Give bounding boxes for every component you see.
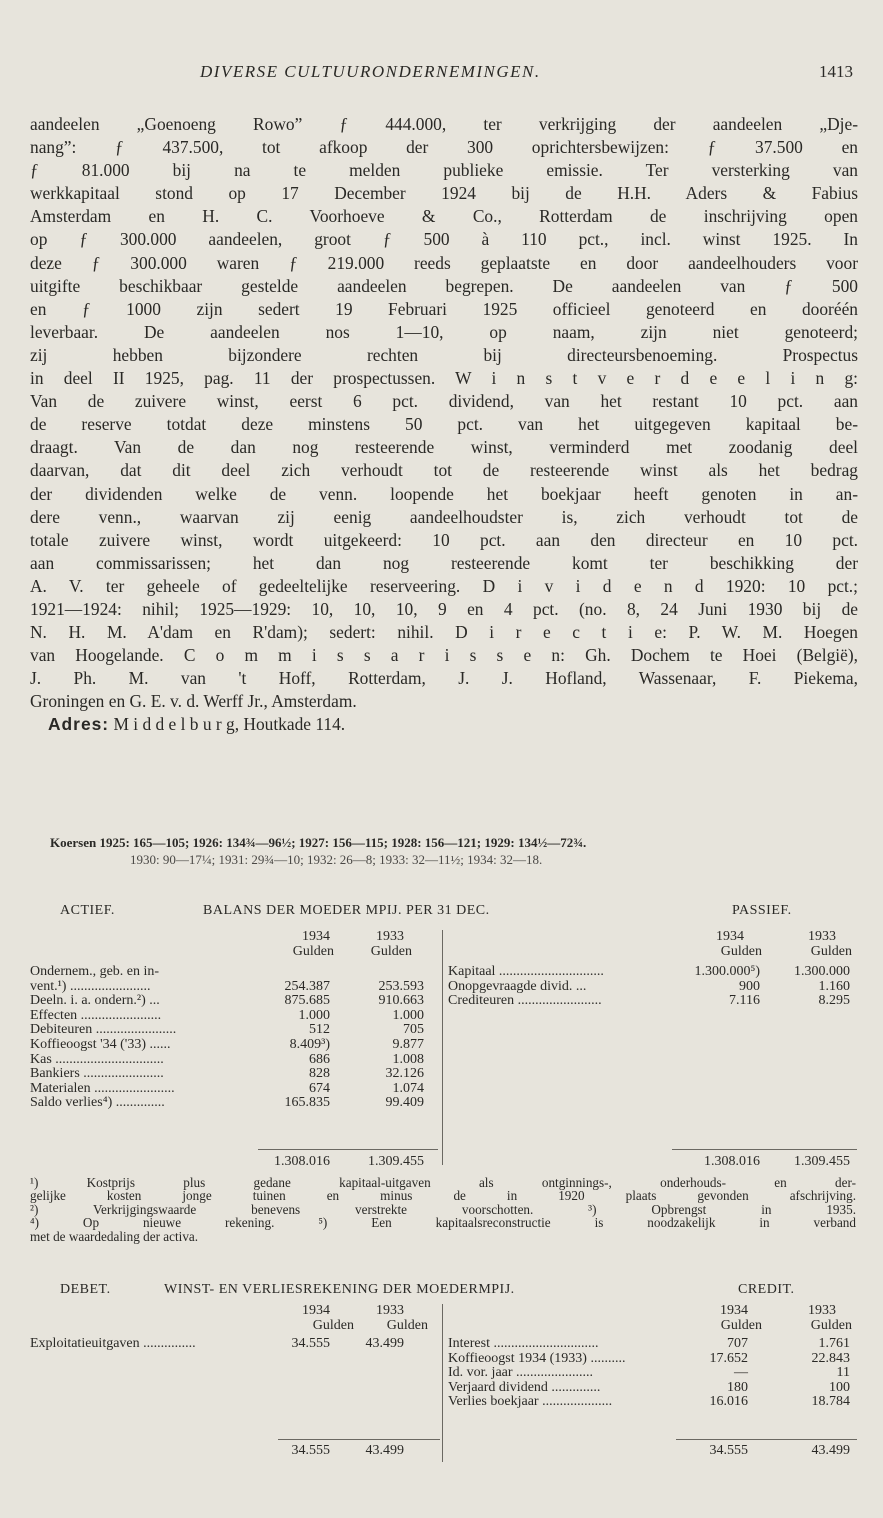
total-value: 43.499: [365, 1443, 404, 1458]
text-line: zij hebben bijzondere rechten bij directeursbenoeming. Prospectus: [30, 344, 858, 365]
footnote-line: ⁴) Op nieuwe rekening. ⁵) Een kapitaalsreconstructie is noodzakelijk in verband: [30, 1215, 856, 1231]
column-divider: [442, 1304, 443, 1462]
row-value: 828: [309, 1066, 330, 1082]
row-value: 512: [309, 1022, 330, 1038]
total-rule: [676, 1439, 857, 1440]
table-row: [30, 1337, 440, 1352]
table-row: [30, 1096, 440, 1111]
running-title: DIVERSE CULTUURONDERNEMINGEN.: [200, 62, 541, 81]
row-label: Onopgevraagde divid. ...: [448, 978, 587, 994]
balance-actief-total: [30, 1155, 440, 1170]
text-line: in deel II 1925, pag. 11 der prospectussen. W i n s t v e r d e e l i n g:: [30, 368, 858, 389]
year-header: 1933: [808, 929, 836, 944]
address-label: Adres:: [48, 714, 110, 735]
price-history-line-1: Koersen 1925: 165—105; 1926: 134¾—96½; 1927: 156—115; 1928: 156—121; 1929: 134½—72¾.: [50, 835, 587, 850]
text-line: N. H. M. A'dam en R'dam); sedert: nihil. D i r e c t i e: P. W. M. Hoegen: [30, 622, 858, 643]
row-value: 17.652: [709, 1350, 748, 1366]
balance-passief-headers: [448, 930, 856, 959]
price-history-line-2: 1930: 90—17¼; 1931: 29¾—10; 1932: 26—8; 1933: 32—11½; 1934: 32—18.: [130, 852, 543, 867]
text-line: Groningen en G. E. v. d. Werff Jr., Amsterdam.: [30, 691, 357, 712]
year-header: 1934: [302, 929, 330, 944]
text-line: deze ƒ 300.000 waren ƒ 219.000 reeds geplaatste en door aandeelhouders voor: [30, 252, 858, 273]
text-line: leverbaar. De aandeelen nos 1—10, op naam, zijn niet genoteerd;: [30, 321, 858, 342]
table-row: [448, 1381, 856, 1396]
total-value: 34.555: [291, 1443, 330, 1458]
footnote-line: ¹) Kostprijs plus gedane kapitaal-uitgaven als ontginnings-, onderhouds- en der-: [30, 1175, 856, 1190]
text-line: totale zuivere winst, wordt uitgekeerd: 10 pct. aan den directeur en 10 pct.: [30, 529, 858, 550]
row-label: vent.¹) .......................: [30, 978, 151, 994]
column-divider: [442, 930, 443, 1165]
total-rule: [278, 1439, 440, 1440]
price-history: [50, 834, 850, 868]
balance-passief-total: [448, 1155, 856, 1170]
row-value: 1.300.000⁵): [694, 964, 760, 979]
text-line: van Hoogelande. C o m m i s s a r i s s e n: Gh. Dochem te Hoei (België),: [30, 645, 858, 666]
total-rule: [672, 1149, 857, 1150]
row-label: Debiteuren .......................: [30, 1022, 177, 1038]
row-value: 254.387: [284, 978, 330, 994]
profit-loss-credit: [448, 1337, 856, 1410]
row-value: 253.593: [378, 978, 424, 994]
row-value: 1.300.000: [794, 964, 850, 979]
row-value: 8.295: [818, 993, 850, 1009]
total-value: 1.308.016: [704, 1154, 760, 1169]
row-value: —: [734, 1365, 748, 1381]
row-label: Materialen .......................: [30, 1080, 175, 1096]
text-line: J. Ph. M. van 't Hoff, Rotterdam, J. J. Hofland, Wassenaar, F. Piekema,: [30, 668, 858, 689]
row-label: Exploitatieuitgaven ...............: [30, 1336, 196, 1351]
row-label: Koffieoogst '34 ('33) ......: [30, 1036, 171, 1052]
row-value: 1.160: [818, 978, 850, 994]
currency-header: Gulden: [810, 943, 852, 959]
row-value: 100: [829, 1379, 850, 1395]
footnote-line: gelijke kosten jonge tuinen en minus de in 1920 plaats gevonden afschrijving.: [30, 1188, 856, 1204]
text-line: aan commissarissen; het dan nog resteerende komt ter beschikking der: [30, 552, 858, 573]
footnote-line: ²) Verkrijgingswaarde benevens verstrekte voorschotten. ³) Opbrengst in 1935.: [30, 1201, 856, 1217]
text-line: draagt. Van de dan nog resteerende winst, verminderd met zoodanig deel: [30, 437, 858, 458]
year-header: 1933: [808, 1303, 836, 1318]
table-row: [448, 980, 856, 995]
text-line: Amsterdam en H. C. Voorhoeve & Co., Rotterdam de inschrijving open: [30, 206, 858, 227]
profit-loss-debet-total: [30, 1444, 440, 1459]
page-number: 1413: [819, 62, 853, 81]
row-value: 1.761: [818, 1336, 850, 1351]
balance-passief: [448, 965, 856, 1009]
total-value: 34.555: [709, 1443, 748, 1458]
row-value: 8.409³): [289, 1036, 330, 1052]
table-row: [30, 1082, 440, 1097]
table-row: [448, 994, 856, 1009]
table-row: [30, 1009, 440, 1024]
row-value: 900: [739, 978, 760, 994]
balance-sheet-title: [30, 903, 858, 921]
table-row: [448, 1352, 856, 1367]
currency-header: Gulden: [370, 943, 412, 959]
text-line: Van de zuivere winst, eerst 6 pct. dividend, van het restant 10 pct. aan: [30, 391, 858, 412]
table-row: [30, 1038, 440, 1053]
row-label: Crediteuren ........................: [448, 993, 602, 1009]
row-value: 32.126: [385, 1066, 424, 1082]
text-line: 1921—1924: nihil; 1925—1929: 10, 10, 10, 9 en 4 pct. (no. 8, 24 Juni 1930 bij de: [30, 598, 858, 619]
row-label: Saldo verlies⁴) ..............: [30, 1095, 165, 1111]
table-row: [30, 1023, 440, 1038]
table-row: [448, 1366, 856, 1381]
row-value: 16.016: [709, 1394, 748, 1410]
row-value: 707: [727, 1336, 748, 1351]
row-value: 674: [309, 1080, 330, 1096]
row-value: 22.843: [811, 1350, 850, 1366]
footnote-line: met de waardedaling der activa.: [30, 1228, 199, 1244]
row-label: Ondernem., geb. en in-: [30, 964, 160, 979]
footnotes: [30, 1176, 856, 1243]
text-line: A. V. ter geheele of gedeeltelijke reserveering. D i v i d e n d 1920: 10 pct.;: [30, 575, 858, 596]
currency-header: Gulden: [810, 1317, 852, 1333]
total-value: 1.308.016: [274, 1154, 330, 1169]
row-value: 1.008: [392, 1051, 424, 1067]
row-value: 9.877: [392, 1036, 424, 1052]
text-line: ƒ 81.000 bij na te melden publieke emissie. Ter versterking van: [30, 160, 858, 181]
row-label: Deeln. i. a. ondern.²) ...: [30, 993, 160, 1009]
passief-heading: PASSIEF.: [732, 903, 792, 918]
row-label: Interest ..............................: [448, 1336, 599, 1351]
total-rule: [258, 1149, 438, 1150]
text-line: dere venn., waarvan zij eenig aandeelhoudster is, zich verhoudt tot de: [30, 506, 858, 527]
profit-loss-credit-headers: [448, 1304, 856, 1333]
table-row: [30, 1067, 440, 1082]
year-header: 1934: [302, 1303, 330, 1318]
page-header: [0, 62, 883, 84]
currency-header: Gulden: [312, 1317, 354, 1333]
currency-header: Gulden: [720, 1317, 762, 1333]
text-line: en ƒ 1000 zijn sedert 19 Februari 1925 officieel genoteerd en dooréén: [30, 298, 858, 319]
text-line: uitgifte beschikbaar gestelde aandeelen begrepen. De aandeelen van ƒ 500: [30, 275, 858, 296]
profit-loss-debet: [30, 1337, 440, 1352]
total-value: 1.309.455: [368, 1154, 424, 1169]
table-row: [30, 965, 440, 980]
year-header: 1934: [716, 929, 744, 944]
table-row: [448, 1337, 856, 1352]
total-value: 1.309.455: [794, 1154, 850, 1169]
balance-actief-headers: [30, 930, 440, 959]
debet-heading: DEBET.: [60, 1282, 111, 1297]
text-line: nang”: ƒ 437.500, tot afkoop der 300 oprichtersbewijzen: ƒ 37.500 en: [30, 137, 858, 158]
row-value: 11: [836, 1365, 850, 1381]
row-value: 180: [727, 1379, 748, 1395]
balance-actief: [30, 965, 440, 1111]
row-value: 18.784: [811, 1394, 850, 1410]
row-value: 1.000: [298, 1007, 330, 1023]
row-value: 705: [403, 1022, 424, 1038]
text-line: op ƒ 300.000 aandeelen, groot ƒ 500 à 110 pct., incl. winst 1925. In: [30, 229, 858, 250]
actief-heading: ACTIEF.: [60, 903, 115, 918]
profit-loss-heading: WINST- EN VERLIESREKENING DER MOEDERMPIJ.: [164, 1282, 515, 1297]
year-header: 1933: [376, 1303, 404, 1318]
balance-title: BALANS DER MOEDER MPIJ. PER 31 DEC.: [203, 903, 490, 918]
row-value: 43.499: [365, 1336, 404, 1351]
total-value: 43.499: [811, 1443, 850, 1458]
text-line: werkkapitaal stond op 17 December 1924 bij de H.H. Aders & Fabius: [30, 183, 858, 204]
table-row: [448, 1395, 856, 1410]
year-header: 1933: [376, 929, 404, 944]
address-line: [30, 713, 858, 736]
table-row: [30, 994, 440, 1009]
currency-header: Gulden: [292, 943, 334, 959]
year-header: 1934: [720, 1303, 748, 1318]
row-label: Bankiers .......................: [30, 1066, 164, 1082]
text-line: de reserve totdat deze minstens 50 pct. van het uitgegeven kapitaal be-: [30, 414, 858, 435]
row-value: 165.835: [284, 1095, 330, 1111]
row-label: Koffieoogst 1934 (1933) ..........: [448, 1350, 626, 1366]
row-label: Effecten .......................: [30, 1007, 162, 1023]
table-row: [30, 1053, 440, 1068]
row-value: 875.685: [284, 993, 330, 1009]
table-row: [30, 980, 440, 995]
row-label: Id. vor. jaar ......................: [448, 1365, 594, 1381]
table-row: [448, 965, 856, 980]
row-value: 34.555: [291, 1336, 330, 1351]
company-description: [30, 113, 858, 737]
profit-loss-credit-total: [448, 1444, 856, 1459]
row-label: Kas ...............................: [30, 1051, 164, 1067]
row-label: Verlies boekjaar ....................: [448, 1394, 613, 1410]
row-value: 686: [309, 1051, 330, 1067]
row-label: Kapitaal ..............................: [448, 964, 604, 979]
text-line: der dividenden welke de venn. loopende het boekjaar heeft genoten in an-: [30, 483, 858, 504]
row-value: 99.409: [385, 1095, 424, 1111]
credit-heading: CREDIT.: [738, 1282, 795, 1297]
row-value: 910.663: [378, 993, 424, 1009]
row-value: 1.000: [392, 1007, 424, 1023]
text-line: daarvan, dat dit deel zich verhoudt tot de resteerende winst als het bedrag: [30, 460, 858, 481]
row-value: 7.116: [729, 993, 760, 1009]
currency-header: Gulden: [386, 1317, 428, 1333]
address-value: M i d d e l b u r g, Houtkade 114.: [113, 714, 346, 735]
currency-header: Gulden: [720, 943, 762, 959]
text-line: aandeelen „Goenoeng Rowo” ƒ 444.000, ter verkrijging der aandeelen „Dje-: [30, 114, 858, 134]
profit-loss-debet-headers: [30, 1304, 440, 1333]
row-value: 1.074: [392, 1080, 424, 1096]
profit-loss-title: [30, 1282, 858, 1300]
row-label: Verjaard dividend ..............: [448, 1379, 601, 1395]
